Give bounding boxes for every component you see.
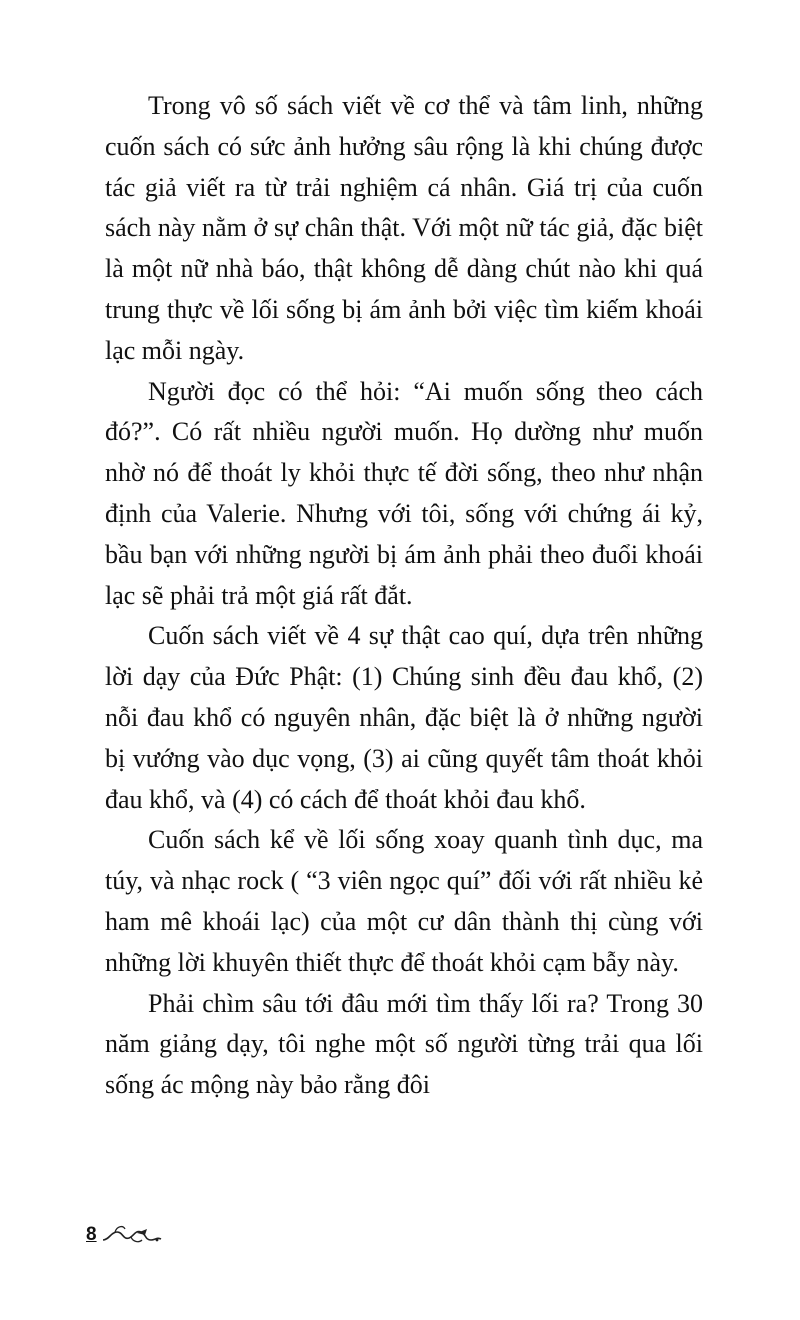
paragraph-5: Phải chìm sâu tới đâu mới tìm thấy lối ra? Trong 30 năm giảng dạy, tôi nghe một số người từng trải qua lối sống ác mộng này bảo rằng đôi [105,988,703,1100]
body-text [105,86,703,1106]
paragraph-1: Trong vô số sách viết về cơ thể và tâm linh, những cuốn sách có sức ảnh hưởng sâu rộng là khi chúng được tác giả viết ra từ trải nghiệm cá nhân. Giá trị của cuốn sách này nằm ở sự chân thật. Với một nữ tác giả, đặc biệt là một nữ nhà báo, thật không dễ dàng chút nào khi quá trung thực về lối sống bị ám ảnh bởi việc tìm kiếm khoái lạc mỗi ngày. [105,91,703,365]
page-footer [86,1212,163,1246]
flourish-icon [101,1220,163,1246]
paragraph-4: Cuốn sách kể về lối sống xoay quanh tình dục, ma túy, và nhạc rock ( “3 viên ngọc quí” đối với rất nhiều kẻ ham mê khoái lạc) của một cư dân thành thị cùng với những lời khuyên thiết thực để thoát khỏi cạm bẫy này. [105,825,703,977]
paragraph-3: Cuốn sách viết về 4 sự thật cao quí, dựa trên những lời dạy của Đức Phật: (1) Chúng sinh đều đau khổ, (2) nỗi đau khổ có nguyên nhân, đặc biệt là ở những người bị vướng vào dục vọng, (3) ai cũng quyết tâm thoát khỏi đau khổ, và (4) có cách để thoát khỏi đau khổ. [105,621,703,814]
paragraph-2: Người đọc có thể hỏi: “Ai muốn sống theo cách đó?”. Có rất nhiều người muốn. Họ dường như muốn nhờ nó để thoát ly khỏi thực tế đời sống, theo như nhận định của Valerie. Nhưng với tôi, sống với chứng ái kỷ, bầu bạn với những người bị ám ảnh phải theo đuổi khoái lạc sẽ phải trả một giá rất đắt. [105,376,703,610]
page-number: 8 [86,1224,97,1245]
